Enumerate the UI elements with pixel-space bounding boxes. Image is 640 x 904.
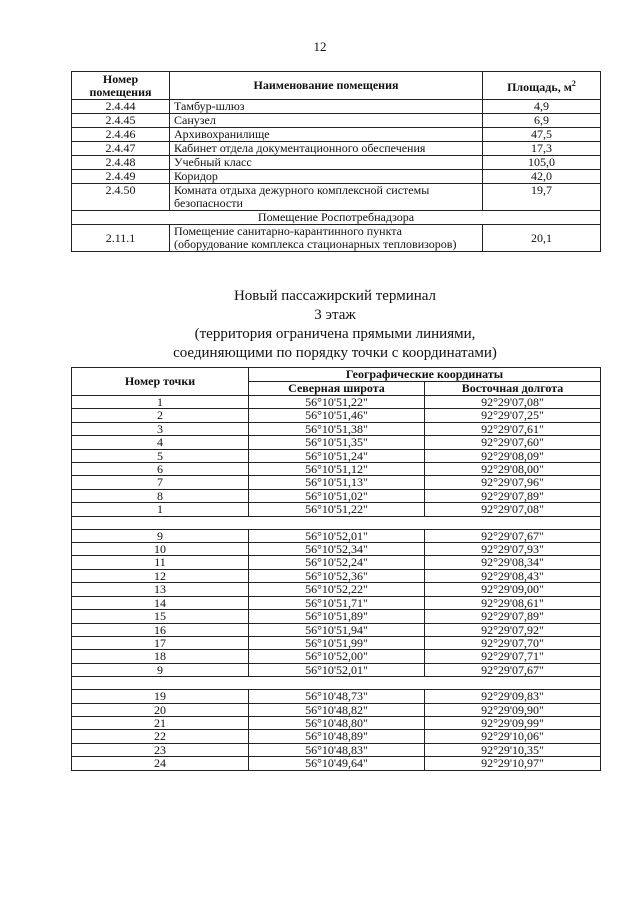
point-latitude: 56°10'51,22": [249, 396, 425, 409]
point-number: 24: [72, 757, 249, 770]
room-area: 47,5: [483, 128, 601, 142]
room-area: 19,7: [483, 184, 601, 211]
coord-row: [72, 422, 601, 435]
room-number: 2.11.1: [72, 225, 170, 252]
coord-row: [72, 596, 601, 609]
point-number: 6: [72, 463, 249, 476]
point-longitude: 92°29'10,06": [425, 730, 601, 743]
point-latitude: 56°10'52,01": [249, 663, 425, 676]
point-longitude: 92°29'10,35": [425, 743, 601, 756]
point-longitude: 92°29'07,93": [425, 543, 601, 556]
coord-row: [72, 489, 601, 502]
point-number: 16: [72, 623, 249, 636]
header-point-number: Номер точки: [72, 368, 249, 396]
point-number: 10: [72, 543, 249, 556]
point-number: 1: [72, 503, 249, 516]
point-latitude: 56°10'51,22": [249, 503, 425, 516]
coord-row: [72, 663, 601, 676]
room-row: [72, 114, 601, 128]
heading-line-3: (территория ограничена прямыми линиями,: [194, 326, 476, 342]
point-longitude: 92°29'07,25": [425, 409, 601, 422]
point-number: 9: [72, 529, 249, 542]
point-latitude: 56°10'51,99": [249, 636, 425, 649]
point-number: 14: [72, 596, 249, 609]
rooms-header-row: [72, 72, 601, 100]
point-longitude: 92°29'07,96": [425, 476, 601, 489]
coord-row: [72, 650, 601, 663]
coord-row: [72, 583, 601, 596]
room-number: 2.4.45: [72, 114, 170, 128]
coord-row: [72, 757, 601, 770]
point-number: 13: [72, 583, 249, 596]
coord-row: [72, 436, 601, 449]
point-number: 18: [72, 650, 249, 663]
point-longitude: 92°29'07,08": [425, 396, 601, 409]
section-row: [72, 211, 601, 225]
point-longitude: 92°29'07,67": [425, 529, 601, 542]
point-number: 8: [72, 489, 249, 502]
room-name: Тамбур-шлюз: [170, 100, 483, 114]
room-number: 2.4.46: [72, 128, 170, 142]
point-latitude: 56°10'52,00": [249, 650, 425, 663]
point-number: 12: [72, 569, 249, 582]
point-number: 5: [72, 449, 249, 462]
room-name: Архивохранилище: [170, 128, 483, 142]
coord-row: [72, 730, 601, 743]
group-spacer-row: [72, 677, 601, 690]
room-number: 2.4.44: [72, 100, 170, 114]
point-latitude: 56°10'51,89": [249, 610, 425, 623]
point-longitude: 92°29'09,00": [425, 583, 601, 596]
room-row: [72, 156, 601, 170]
room-row: [72, 184, 601, 211]
point-latitude: 56°10'48,73": [249, 690, 425, 703]
group-spacer-row: [72, 516, 601, 529]
room-name: Коридор: [170, 170, 483, 184]
room-area: 42,0: [483, 170, 601, 184]
point-longitude: 92°29'07,89": [425, 489, 601, 502]
room-row: [72, 100, 601, 114]
room-row: [72, 225, 601, 252]
point-longitude: 92°29'09,83": [425, 690, 601, 703]
point-latitude: 56°10'52,01": [249, 529, 425, 542]
point-longitude: 92°29'07,60": [425, 436, 601, 449]
point-latitude: 56°10'48,82": [249, 703, 425, 716]
page-number: 12: [313, 39, 327, 54]
point-longitude: 92°29'07,67": [425, 663, 601, 676]
coord-row: [72, 690, 601, 703]
point-latitude: 56°10'51,24": [249, 449, 425, 462]
terminal-heading: [0, 287, 640, 363]
point-longitude: 92°29'10,97": [425, 757, 601, 770]
point-latitude: 56°10'49,64": [249, 757, 425, 770]
point-number: 4: [72, 436, 249, 449]
point-longitude: 92°29'08,34": [425, 556, 601, 569]
room-row: [72, 142, 601, 156]
point-latitude: 56°10'52,24": [249, 556, 425, 569]
point-longitude: 92°29'07,61": [425, 422, 601, 435]
group-spacer: [72, 516, 601, 529]
heading-line-2: 3 этаж: [314, 307, 356, 323]
room-row: [72, 170, 601, 184]
point-longitude: 92°29'07,71": [425, 650, 601, 663]
coord-row: [72, 623, 601, 636]
point-latitude: 56°10'51,02": [249, 489, 425, 502]
area-label: Площадь, м: [507, 80, 572, 94]
room-name: Помещение санитарно-карантинного пункта (оборудование комплекса стационарных тепловизоров): [170, 225, 483, 252]
room-number: 2.4.47: [72, 142, 170, 156]
coord-row: [72, 529, 601, 542]
point-number: 19: [72, 690, 249, 703]
coords-header-row-1: [72, 368, 601, 382]
coord-row: [72, 409, 601, 422]
point-latitude: 56°10'51,46": [249, 409, 425, 422]
point-longitude: 92°29'07,92": [425, 623, 601, 636]
coord-row: [72, 703, 601, 716]
coord-row: [72, 543, 601, 556]
point-longitude: 92°29'07,08": [425, 503, 601, 516]
room-number: 2.4.50: [72, 184, 170, 211]
coord-row: [72, 716, 601, 729]
point-latitude: 56°10'48,83": [249, 743, 425, 756]
coord-row: [72, 396, 601, 409]
point-latitude: 56°10'51,13": [249, 476, 425, 489]
point-number: 21: [72, 716, 249, 729]
point-number: 23: [72, 743, 249, 756]
coord-row: [72, 449, 601, 462]
header-room-name: Наименование помещения: [170, 72, 483, 100]
point-latitude: 56°10'52,34": [249, 543, 425, 556]
coord-row: [72, 743, 601, 756]
heading-line-4: соединяющими по порядку точки с координатами): [173, 345, 497, 361]
point-latitude: 56°10'51,38": [249, 422, 425, 435]
point-longitude: 92°29'09,99": [425, 716, 601, 729]
point-latitude: 56°10'51,12": [249, 463, 425, 476]
coordinates-table: [71, 367, 601, 771]
point-number: 7: [72, 476, 249, 489]
point-latitude: 56°10'52,36": [249, 569, 425, 582]
area-unit-sup: 2: [571, 79, 576, 88]
group-spacer: [72, 677, 601, 690]
point-latitude: 56°10'48,80": [249, 716, 425, 729]
point-latitude: 56°10'51,35": [249, 436, 425, 449]
point-number: 20: [72, 703, 249, 716]
coord-row: [72, 503, 601, 516]
point-number: 22: [72, 730, 249, 743]
point-latitude: 56°10'48,89": [249, 730, 425, 743]
room-area: 20,1: [483, 225, 601, 252]
point-number: 9: [72, 663, 249, 676]
section-title: Помещение Роспотребнадзора: [72, 211, 601, 225]
coord-row: [72, 556, 601, 569]
header-latitude: Северная широта: [249, 382, 425, 396]
point-longitude: 92°29'08,61": [425, 596, 601, 609]
rooms-table: [71, 71, 601, 252]
room-row: [72, 128, 601, 142]
point-longitude: 92°29'08,09": [425, 449, 601, 462]
coord-row: [72, 636, 601, 649]
room-name: Санузел: [170, 114, 483, 128]
room-area: 17,3: [483, 142, 601, 156]
point-latitude: 56°10'52,22": [249, 583, 425, 596]
coord-row: [72, 476, 601, 489]
point-longitude: 92°29'09,90": [425, 703, 601, 716]
room-area: 6,9: [483, 114, 601, 128]
point-latitude: 56°10'51,71": [249, 596, 425, 609]
point-longitude: 92°29'07,70": [425, 636, 601, 649]
coord-row: [72, 463, 601, 476]
room-name: Учебный класс: [170, 156, 483, 170]
header-longitude: Восточная долгота: [425, 382, 601, 396]
header-room-area: [483, 72, 601, 100]
coord-row: [72, 610, 601, 623]
point-number: 17: [72, 636, 249, 649]
room-area: 4,9: [483, 100, 601, 114]
heading-line-1: Новый пассажирский терминал: [233, 288, 437, 304]
point-number: 3: [72, 422, 249, 435]
point-longitude: 92°29'08,43": [425, 569, 601, 582]
point-number: 11: [72, 556, 249, 569]
room-area: 105,0: [483, 156, 601, 170]
room-name: Комната отдыха дежурного комплексной системы безопасности: [170, 184, 483, 211]
point-number: 1: [72, 396, 249, 409]
coord-row: [72, 569, 601, 582]
room-number: 2.4.49: [72, 170, 170, 184]
point-number: 15: [72, 610, 249, 623]
point-longitude: 92°29'07,89": [425, 610, 601, 623]
point-number: 2: [72, 409, 249, 422]
header-room-number: Номер помещения: [72, 72, 170, 100]
room-number: 2.4.48: [72, 156, 170, 170]
header-geo-coordinates: Географические координаты: [249, 368, 601, 382]
point-latitude: 56°10'51,94": [249, 623, 425, 636]
room-name: Кабинет отдела документационного обеспечения: [170, 142, 483, 156]
point-longitude: 92°29'08,00": [425, 463, 601, 476]
